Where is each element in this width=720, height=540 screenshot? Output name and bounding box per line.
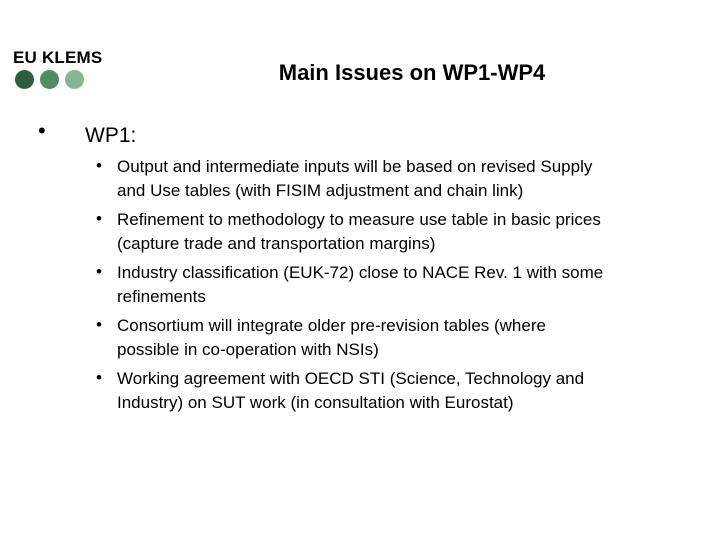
eu-klems-logo	[12, 48, 112, 98]
sub-bullet-text: Refinement to methodology to measure use table in basic prices (capture trade and transportation margins)	[117, 210, 601, 253]
bullet-icon: •	[96, 156, 102, 175]
main-bullet-icon: •	[38, 118, 46, 143]
bullet-icon: •	[96, 262, 102, 281]
sub-bullet-text: Output and intermediate inputs will be based on revised Supply and Use tables (with FISIM adjustment and chain link)	[117, 157, 593, 200]
sub-bullet-item	[94, 208, 704, 256]
logo-dot-3	[65, 70, 84, 89]
sub-bullet-item	[94, 155, 704, 203]
bullet-icon: •	[96, 209, 102, 228]
sub-bullet-item	[94, 261, 704, 309]
logo-dots	[15, 70, 84, 90]
logo-dot-2	[40, 70, 59, 89]
sub-bullet-item	[94, 314, 704, 362]
sub-bullet-list	[94, 155, 704, 420]
sub-bullet-text: Working agreement with OECD STI (Science, Technology and Industry) on SUT work (in consultation with Eurostat)	[117, 369, 585, 412]
sub-bullet-item	[94, 367, 704, 415]
bullet-icon: •	[96, 368, 102, 387]
logo-dot-1	[15, 70, 34, 89]
logo-text: EU KLEMS	[13, 48, 103, 67]
main-bullet-label: WP1:	[85, 124, 137, 147]
slide-title: Main Issues on WP1-WP4	[278, 60, 546, 85]
sub-bullet-text: Industry classification (EUK-72) close to NACE Rev. 1 with some refinements	[117, 263, 604, 306]
bullet-icon: •	[96, 315, 102, 334]
sub-bullet-text: Consortium will integrate older pre-revision tables (where possible in co-operation with NSIs)	[117, 316, 546, 359]
